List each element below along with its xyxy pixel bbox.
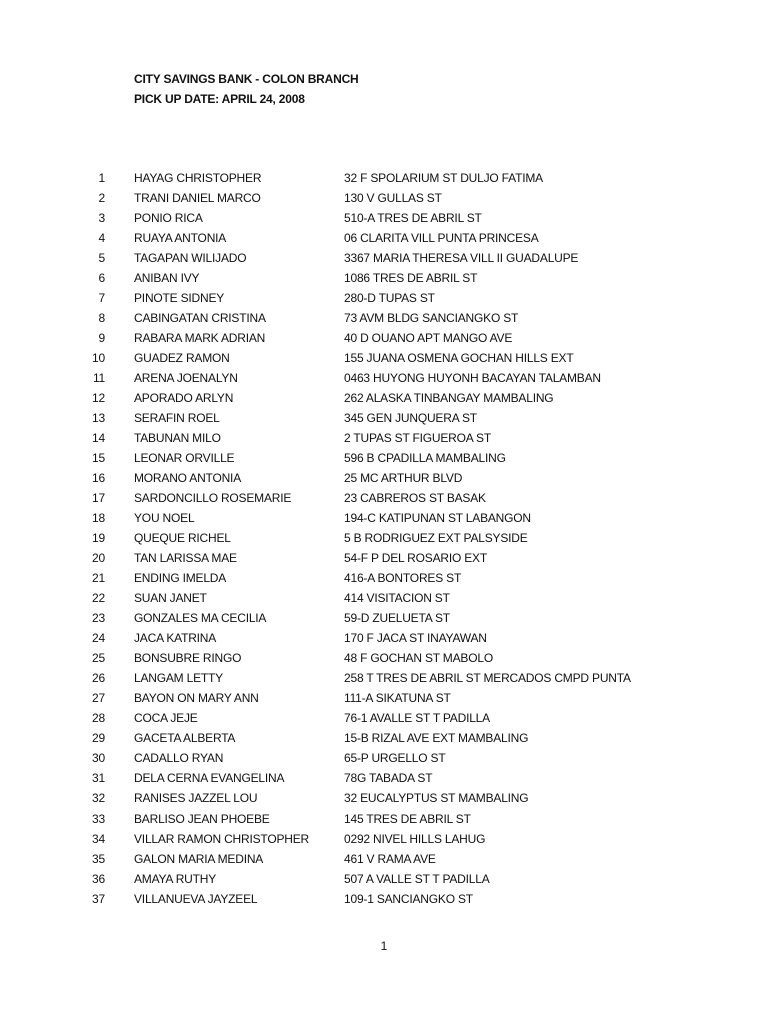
customer-address: 32 EUCALYPTUS ST MAMBALING — [344, 791, 529, 806]
customer-address: 65-P URGELLO ST — [344, 751, 446, 766]
row-number: 5 — [98, 251, 105, 266]
customer-address: 111-A SIKATUNA ST — [344, 691, 451, 706]
list-item — [0, 588, 768, 608]
list-item — [0, 829, 768, 849]
pickup-list — [0, 168, 768, 909]
customer-name: SARDONCILLO ROSEMARIE — [134, 491, 292, 506]
customer-name: PONIO RICA — [134, 211, 203, 226]
row-number: 14 — [92, 431, 105, 446]
list-item — [0, 208, 768, 228]
customer-address: 3367 MARIA THERESA VILL II GUADALUPE — [344, 251, 579, 266]
customer-name: APORADO ARLYN — [134, 391, 234, 406]
row-number: 33 — [92, 811, 105, 826]
document-header — [134, 69, 359, 109]
customer-name: VILLAR RAMON CHRISTOPHER — [134, 831, 310, 846]
list-item — [0, 748, 768, 768]
row-number: 34 — [92, 831, 105, 846]
customer-name: TRANI DANIEL MARCO — [134, 191, 261, 206]
list-item — [0, 869, 768, 889]
list-item — [0, 568, 768, 588]
customer-name: RABARA MARK ADRIAN — [134, 331, 266, 346]
customer-name: ARENA JOENALYN — [134, 371, 238, 386]
customer-address: 194-C KATIPUNAN ST LABANGON — [344, 511, 531, 526]
customer-name: TAN LARISSA MAE — [134, 551, 237, 566]
customer-address: 416-A BONTORES ST — [344, 571, 462, 586]
customer-name: GACETA ALBERTA — [134, 731, 236, 746]
list-item — [0, 188, 768, 208]
list-item — [0, 668, 768, 688]
list-item — [0, 768, 768, 788]
customer-address: 510-A TRES DE ABRIL ST — [344, 211, 482, 226]
customer-address: 280-D TUPAS ST — [344, 291, 435, 306]
row-number: 15 — [92, 451, 105, 466]
list-item — [0, 628, 768, 648]
list-item — [0, 348, 768, 368]
row-number: 3 — [98, 211, 105, 226]
row-number: 23 — [92, 611, 105, 626]
row-number: 37 — [92, 891, 105, 906]
customer-address: 48 F GOCHAN ST MABOLO — [344, 651, 493, 666]
row-number: 16 — [92, 471, 105, 486]
list-item — [0, 849, 768, 869]
page-number: 1 — [380, 939, 388, 953]
list-item — [0, 889, 768, 909]
customer-name: HAYAG CHRISTOPHER — [134, 171, 262, 185]
row-number: 18 — [92, 511, 105, 526]
row-number: 36 — [92, 871, 105, 886]
customer-name: DELA CERNA EVANGELINA — [134, 771, 285, 786]
customer-name: TAGAPAN WILIJADO — [134, 251, 247, 266]
list-item — [0, 408, 768, 428]
customer-name: CABINGATAN CRISTINA — [134, 311, 266, 326]
row-number: 20 — [92, 551, 105, 566]
customer-name: GUADEZ RAMON — [134, 351, 230, 366]
row-number: 31 — [92, 771, 105, 786]
row-number: 32 — [92, 791, 105, 806]
row-number: 10 — [92, 351, 105, 366]
customer-name: YOU NOEL — [134, 511, 195, 526]
row-number: 30 — [92, 751, 105, 766]
customer-address: 596 B CPADILLA MAMBALING — [344, 451, 506, 466]
row-number: 25 — [92, 651, 105, 666]
list-item — [0, 448, 768, 468]
branch-title: CITY SAVINGS BANK - COLON BRANCH — [134, 72, 359, 86]
list-item — [0, 468, 768, 488]
list-item — [0, 308, 768, 328]
list-item — [0, 688, 768, 708]
list-item — [0, 608, 768, 628]
row-number: 29 — [92, 731, 105, 746]
customer-name: SERAFIN ROEL — [134, 411, 220, 426]
row-number: 2 — [98, 191, 105, 206]
customer-name: MORANO ANTONIA — [134, 471, 241, 486]
row-number: 7 — [98, 291, 105, 306]
list-item — [0, 168, 768, 188]
customer-address: 40 D OUANO APT MANGO AVE — [344, 331, 513, 346]
customer-address: 170 F JACA ST INAYAWAN — [344, 631, 487, 646]
row-number: 22 — [92, 591, 105, 606]
customer-address: 15-B RIZAL AVE EXT MAMBALING — [344, 731, 529, 746]
list-item — [0, 548, 768, 568]
customer-address: 507 A VALLE ST T PADILLA — [344, 871, 490, 886]
row-number: 27 — [92, 691, 105, 706]
list-item — [0, 528, 768, 548]
customer-address: 109-1 SANCIANGKO ST — [344, 891, 473, 906]
row-number: 8 — [98, 311, 105, 326]
customer-address: 2 TUPAS ST FIGUEROA ST — [344, 431, 491, 446]
customer-name: BAYON ON MARY ANN — [134, 691, 259, 706]
customer-name: JACA KATRINA — [134, 631, 217, 646]
list-item — [0, 508, 768, 528]
customer-address: 345 GEN JUNQUERA ST — [344, 411, 477, 426]
customer-address: 59-D ZUELUETA ST — [344, 611, 450, 626]
row-number: 4 — [98, 231, 105, 246]
customer-name: QUEQUE RICHEL — [134, 531, 231, 546]
customer-address: 32 F SPOLARIUM ST DULJO FATIMA — [344, 171, 543, 185]
customer-name: TABUNAN MILO — [134, 431, 221, 446]
customer-name: VILLANUEVA JAYZEEL — [134, 891, 258, 906]
list-item — [0, 388, 768, 408]
customer-address: 54-F P DEL ROSARIO EXT — [344, 551, 487, 566]
row-number: 24 — [92, 631, 105, 646]
customer-address: 130 V GULLAS ST — [344, 191, 442, 206]
list-item — [0, 648, 768, 668]
customer-address: 145 TRES DE ABRIL ST — [344, 811, 471, 826]
row-number: 9 — [98, 331, 105, 346]
customer-address: 5 B RODRIGUEZ EXT PALSYSIDE — [344, 531, 528, 546]
list-item — [0, 248, 768, 268]
customer-address: 06 CLARITA VILL PUNTA PRINCESA — [344, 231, 539, 246]
row-number: 6 — [98, 271, 105, 286]
customer-name: PINOTE SIDNEY — [134, 291, 225, 306]
customer-address: 414 VISITACION ST — [344, 591, 450, 606]
list-item — [0, 728, 768, 748]
customer-name: GONZALES MA CECILIA — [134, 611, 267, 626]
customer-name: LANGAM LETTY — [134, 671, 223, 686]
row-number: 13 — [92, 411, 105, 426]
customer-address: 1086 TRES DE ABRIL ST — [344, 271, 478, 286]
list-item — [0, 288, 768, 308]
row-number: 21 — [92, 571, 105, 586]
customer-address: 78G TABADA ST — [344, 771, 433, 786]
customer-name: RANISES JAZZEL LOU — [134, 791, 258, 806]
customer-address: 0292 NIVEL HILLS LAHUG — [344, 831, 486, 846]
customer-address: 25 MC ARTHUR BLVD — [344, 471, 463, 486]
customer-name: LEONAR ORVILLE — [134, 451, 235, 466]
customer-name: BARLISO JEAN PHOEBE — [134, 811, 270, 826]
customer-address: 76-1 AVALLE ST T PADILLA — [344, 711, 490, 726]
customer-name: RUAYA ANTONIA — [134, 231, 227, 246]
customer-name: COCA JEJE — [134, 711, 198, 726]
list-item — [0, 788, 768, 808]
row-number: 17 — [92, 491, 105, 506]
customer-name: ENDING IMELDA — [134, 571, 227, 586]
row-number: 1 — [98, 171, 105, 185]
list-item — [0, 809, 768, 829]
customer-address: 461 V RAMA AVE — [344, 851, 436, 866]
list-item — [0, 368, 768, 388]
customer-address: 258 T TRES DE ABRIL ST MERCADOS CMPD PUNTA — [344, 671, 631, 686]
customer-name: CADALLO RYAN — [134, 751, 224, 766]
customer-name: SUAN JANET — [134, 591, 207, 606]
customer-name: AMAYA RUTHY — [134, 871, 217, 886]
row-number: 35 — [92, 851, 105, 866]
list-item — [0, 328, 768, 348]
list-item — [0, 708, 768, 728]
customer-address: 262 ALASKA TINBANGAY MAMBALING — [344, 391, 554, 406]
customer-name: ANIBAN IVY — [134, 271, 200, 286]
customer-address: 23 CABREROS ST BASAK — [344, 491, 486, 506]
customer-address: 73 AVM BLDG SANCIANGKO ST — [344, 311, 519, 326]
customer-name: BONSUBRE RINGO — [134, 651, 242, 666]
customer-address: 0463 HUYONG HUYONH BACAYAN TALAMBAN — [344, 371, 601, 386]
customer-address: 155 JUANA OSMENA GOCHAN HILLS EXT — [344, 351, 574, 366]
list-item — [0, 428, 768, 448]
pickup-date: PICK UP DATE: APRIL 24, 2008 — [134, 92, 305, 106]
row-number: 28 — [92, 711, 105, 726]
customer-name: GALON MARIA MEDINA — [134, 851, 264, 866]
list-item — [0, 488, 768, 508]
row-number: 12 — [92, 391, 105, 406]
row-number: 19 — [92, 531, 105, 546]
row-number: 11 — [92, 371, 105, 386]
list-item — [0, 268, 768, 288]
list-item — [0, 228, 768, 248]
row-number: 26 — [92, 671, 105, 686]
